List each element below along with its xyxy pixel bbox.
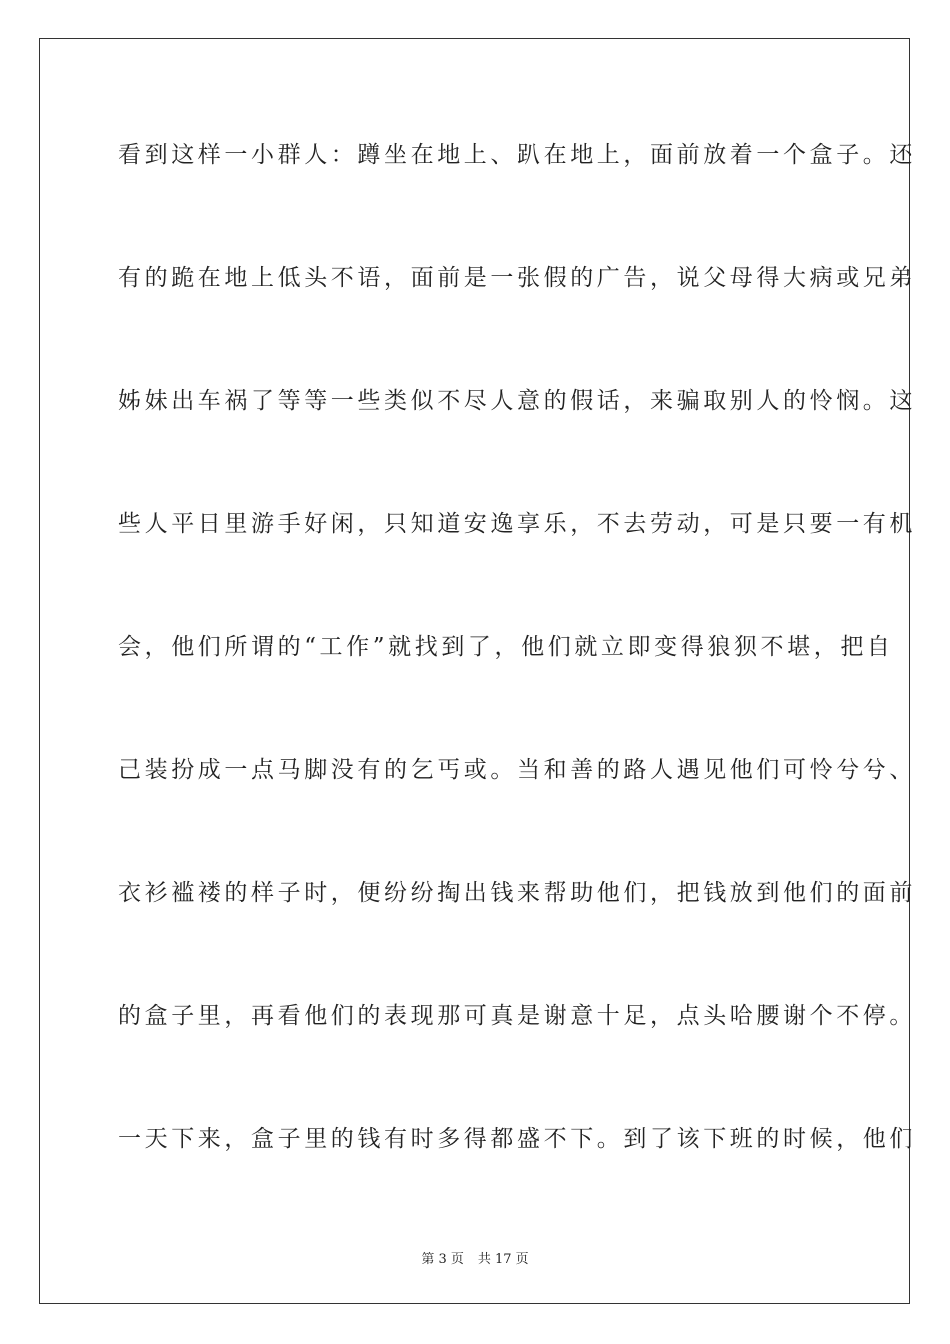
page-footer: [0, 1248, 950, 1267]
text-line: 会，他们所谓的“工作”就找到了，他们就立即变得狼狈不堪，把自: [118, 634, 894, 660]
text-line: 看到这样一小群人：蹲坐在地上、趴在地上，面前放着一个盒子。还: [118, 142, 916, 168]
text-line: 衣衫褴褛的样子时，便纷纷掏出钱来帮助他们，把钱放到他们的面前: [118, 880, 916, 906]
page-number: 第 3 页: [421, 1252, 464, 1267]
page-border: [39, 38, 916, 1304]
page-total: 共 17 页: [477, 1252, 529, 1267]
text-line: 姊妹出车祸了等等一些类似不尽人意的假话，来骗取别人的怜悯。这: [118, 388, 916, 414]
text-line: 一天下来，盒子里的钱有时多得都盛不下。到了该下班的时候，他们: [118, 1126, 916, 1152]
text-line: 些人平日里游手好闲，只知道安逸享乐，不去劳动，可是只要一有机: [118, 511, 916, 537]
text-line: 的盒子里，再看他们的表现那可真是谢意十足，点头哈腰谢个不停。: [118, 1003, 916, 1029]
text-line: 己装扮成一点马脚没有的乞丐或。当和善的路人遇见他们可怜兮兮、: [118, 757, 916, 783]
text-line: 有的跪在地上低头不语，面前是一张假的广告，说父母得大病或兄弟: [118, 265, 916, 291]
